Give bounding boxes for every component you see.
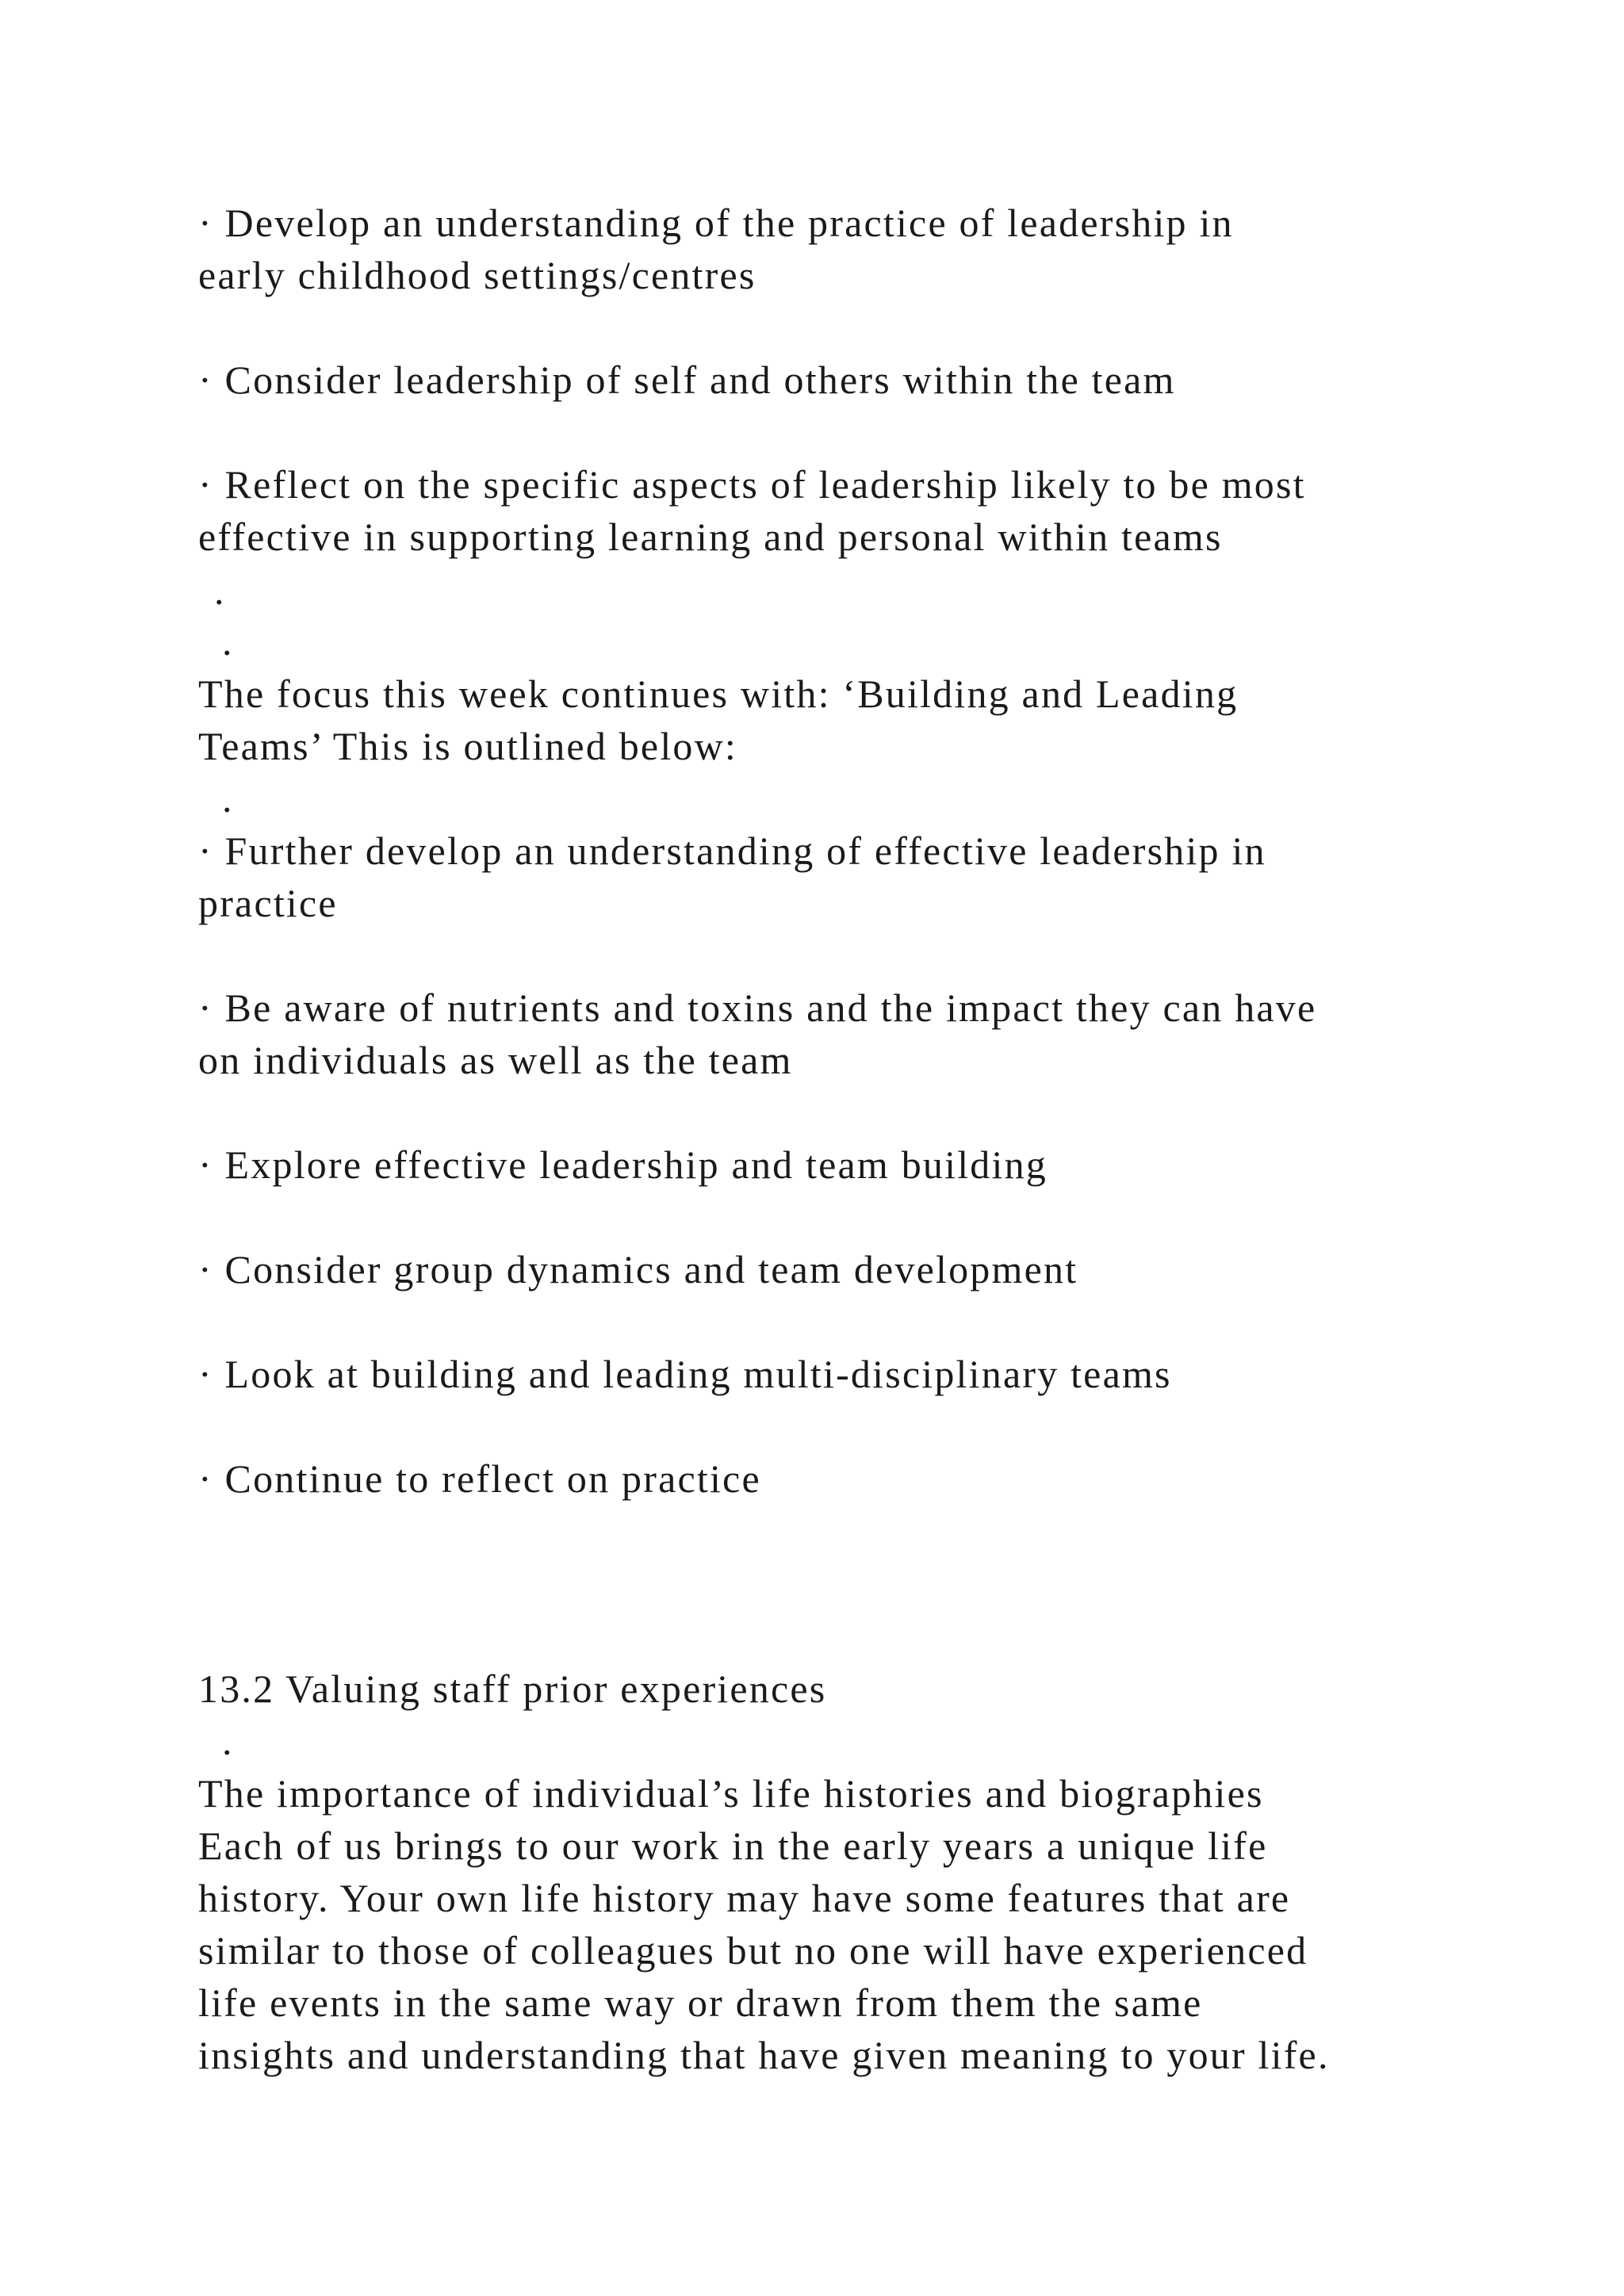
- objective-1-line-1: · Develop an understanding of the practice of leadership in: [198, 201, 1234, 245]
- section-line-3: history. Your own life history may have some features that are: [198, 1876, 1291, 1920]
- focus-line-2: Teams’ This is outlined below:: [198, 724, 738, 768]
- focus-item-1-line-1: · Further develop an understanding of effective leadership in: [198, 828, 1266, 873]
- section-line-4: similar to those of colleagues but no one will have experienced: [198, 1928, 1308, 1973]
- section-line-6: insights and understanding that have given meaning to your life.: [198, 2033, 1330, 2077]
- section-line-5: life events in the same way or drawn from them the same: [198, 1980, 1203, 2025]
- objective-3-line-2: effective in supporting learning and personal within teams: [198, 515, 1223, 559]
- focus-item-5-line-1: · Look at building and leading multi-disciplinary teams: [198, 1352, 1172, 1396]
- objective-2-line-1: · Consider leadership of self and others within the team: [198, 358, 1176, 402]
- objective-1-line-2: early childhood settings/centres: [198, 253, 756, 297]
- section-line-1: The importance of individual’s life histories and biographies: [198, 1771, 1264, 1816]
- focus-item-2-line-2: on individuals as well as the team: [198, 1038, 793, 1082]
- objective-3-line-1: · Reflect on the specific aspects of leadership likely to be most: [198, 462, 1306, 507]
- separator-dot-4: .: [222, 1719, 232, 1763]
- focus-item-2-line-1: · Be aware of nutrients and toxins and the impact they can have: [198, 985, 1317, 1030]
- separator-dot-2: .: [222, 619, 232, 664]
- focus-item-6-line-1: · Continue to reflect on practice: [198, 1456, 761, 1501]
- separator-dot-1: .: [214, 568, 224, 613]
- focus-item-3-line-1: · Explore effective leadership and team building: [198, 1142, 1048, 1187]
- focus-item-1-line-2: practice: [198, 881, 338, 925]
- section-line-2: Each of us brings to our work in the early years a unique life: [198, 1823, 1268, 1868]
- separator-dot-3: .: [222, 776, 232, 821]
- section-heading: 13.2 Valuing staff prior experiences: [198, 1667, 827, 1711]
- focus-item-4-line-1: · Consider group dynamics and team development: [198, 1247, 1078, 1292]
- focus-line-1: The focus this week continues with: ‘Building and Leading: [198, 672, 1239, 716]
